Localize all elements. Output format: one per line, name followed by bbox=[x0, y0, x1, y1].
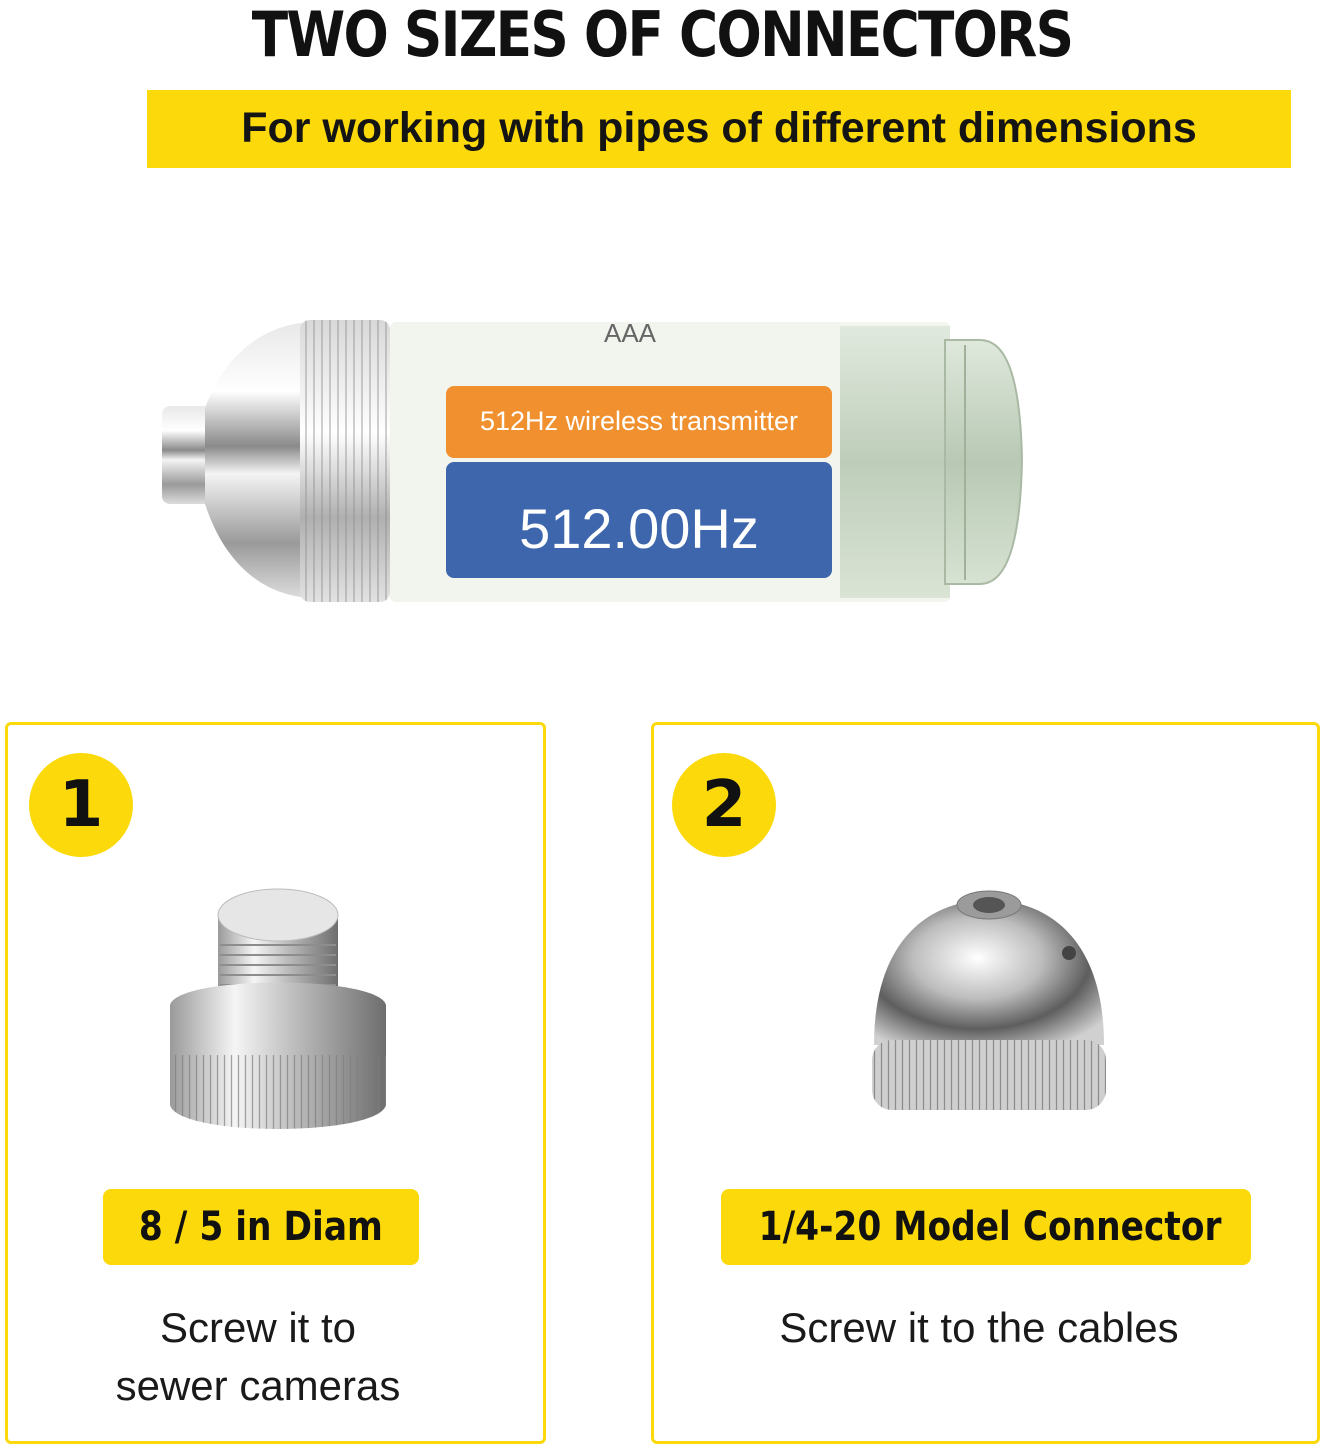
option-card-2 bbox=[651, 722, 1320, 1444]
option-card-1 bbox=[5, 722, 546, 1444]
battery-label: AAA bbox=[603, 318, 657, 348]
connector-tip bbox=[162, 406, 212, 504]
option-name-2: 1/4-20 Model Connector bbox=[721, 1189, 1251, 1265]
threaded-connector-image bbox=[158, 875, 398, 1145]
subtitle-banner bbox=[147, 90, 1291, 168]
orange-label-text: 512Hz wireless transmitter bbox=[479, 406, 799, 436]
option-name-1: 8 / 5 in Diam bbox=[103, 1189, 419, 1265]
rubber-end bbox=[945, 340, 1022, 584]
connector-dome bbox=[205, 322, 315, 598]
option-description-1: Screw it to sewer cameras bbox=[115, 1304, 401, 1409]
page-title: TWO SIZES OF CONNECTORS bbox=[251, 0, 1073, 71]
blue-label-text: 512.00Hz bbox=[519, 497, 759, 560]
option-number-1: 1 bbox=[29, 753, 133, 857]
transmitter-image bbox=[150, 300, 1050, 630]
option-number-2: 2 bbox=[672, 753, 776, 857]
option-description-2: Screw it to the cables bbox=[779, 1304, 1179, 1351]
dome-connector-image bbox=[864, 875, 1114, 1135]
subtitle-text: For working with pipes of different dimensions bbox=[241, 104, 1197, 152]
